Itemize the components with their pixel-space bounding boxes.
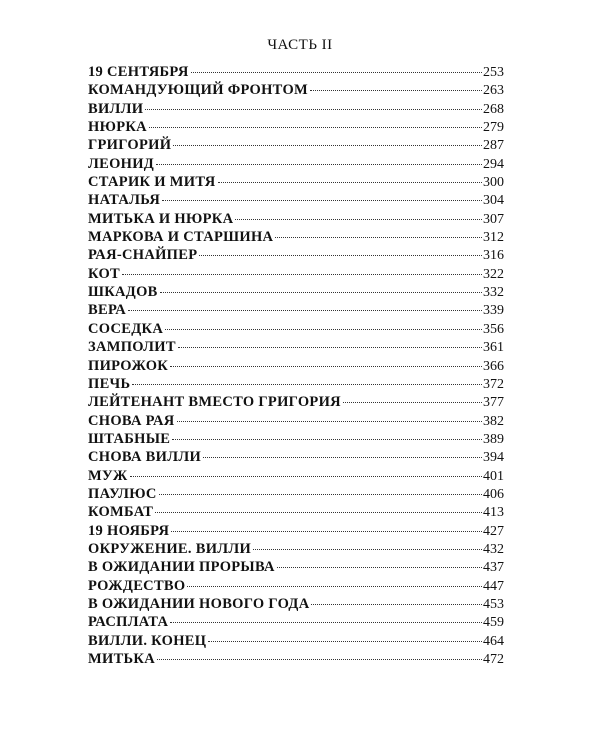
toc-entry (88, 155, 504, 173)
toc-entry-title: РОЖДЕСТВО (88, 577, 186, 594)
toc-entry-title: СНОВА РАЯ (88, 412, 175, 429)
toc-entry (88, 173, 504, 191)
toc-entry-page-number: 464 (483, 633, 504, 649)
toc-entry-title: ШТАБНЫЕ (88, 430, 171, 447)
toc-entry-title: ПИРОЖОК (88, 357, 169, 374)
dot-leader (177, 421, 482, 422)
toc-entry (88, 100, 504, 118)
dot-leader (162, 200, 482, 201)
toc-entry-page-number: 472 (483, 652, 504, 667)
toc-entry-title: ГРИГОРИЙ (88, 137, 172, 154)
toc-entry-page-number: 263 (483, 83, 504, 99)
dot-leader (235, 219, 482, 220)
toc-entry-page-number: 300 (483, 175, 504, 191)
toc-entry-page-number: 312 (483, 230, 504, 246)
toc-entry (88, 503, 504, 521)
toc-entry-page-number: 253 (483, 65, 504, 80)
toc-entry (88, 577, 504, 595)
dot-leader (165, 329, 482, 330)
toc-entry-page-number: 389 (483, 431, 504, 447)
dot-leader (149, 127, 482, 128)
dot-leader (159, 494, 482, 495)
toc-entry-page-number: 432 (483, 541, 504, 557)
toc-entry-title: ВИЛЛИ (88, 100, 144, 117)
toc-entry-title: КОТ (88, 265, 121, 282)
toc-entry-title: ШКАДОВ (88, 284, 158, 301)
toc-entry-page-number: 401 (483, 468, 504, 484)
toc-entry-page-number: 406 (483, 486, 504, 502)
toc-entry-page-number: 307 (483, 211, 504, 227)
dot-leader (128, 310, 482, 311)
toc-entry-title: РАЯ-СНАЙПЕР (88, 247, 198, 264)
toc-entry-page-number: 377 (483, 395, 504, 411)
toc-entry-page-number: 279 (483, 120, 504, 136)
toc-entry-title: МИТЬКА (88, 651, 156, 667)
toc-entry (88, 338, 504, 356)
toc-entry-title: 19 НОЯБРЯ (88, 522, 170, 539)
toc-entry-title: В ОЖИДАНИИ ПРОРЫВА (88, 559, 275, 576)
toc-entry-title: КОМБАТ (88, 504, 154, 521)
toc-entry-page-number: 372 (483, 376, 504, 392)
toc-entry-title: МИТЬКА И НЮРКА (88, 210, 234, 227)
dot-leader (145, 109, 482, 110)
dot-leader (218, 182, 482, 183)
dot-leader (187, 586, 482, 587)
toc-entry (88, 412, 504, 430)
toc-entry-title: ЗАМПОЛИТ (88, 339, 176, 356)
toc-entry (88, 357, 504, 375)
toc-entry (88, 650, 504, 668)
toc-entry-page-number: 287 (483, 138, 504, 154)
dot-leader (343, 402, 482, 403)
dot-leader (208, 641, 482, 642)
toc-entry (88, 448, 504, 466)
dot-leader (170, 366, 482, 367)
toc-entry-page-number: 322 (483, 266, 504, 282)
toc-entry (88, 467, 504, 485)
toc-entry (88, 210, 504, 228)
toc-entry-page-number: 459 (483, 615, 504, 631)
toc-entry-title: НАТАЛЬЯ (88, 192, 161, 209)
dot-leader (310, 90, 482, 91)
toc-entry-page-number: 447 (483, 578, 504, 594)
toc-entry-page-number: 339 (483, 303, 504, 319)
toc-entry-page-number: 294 (483, 156, 504, 172)
toc-entry-title: В ОЖИДАНИИ НОВОГО ГОДА (88, 595, 310, 612)
toc-entry-page-number: 268 (483, 101, 504, 117)
toc-entry-page-number: 332 (483, 285, 504, 301)
toc-entry (88, 81, 504, 99)
toc-entry (88, 393, 504, 411)
dot-leader (122, 274, 482, 275)
toc-entry (88, 118, 504, 136)
toc-entry (88, 485, 504, 503)
toc-entry-page-number: 394 (483, 450, 504, 466)
toc-entry (88, 228, 504, 246)
dot-leader (203, 457, 482, 458)
toc-entry (88, 375, 504, 393)
toc-entry (88, 522, 504, 540)
toc-entry-title: 19 СЕНТЯБРЯ (88, 64, 189, 80)
toc-entry (88, 540, 504, 558)
dot-leader (156, 164, 482, 165)
toc-entry-title: ВИЛЛИ. КОНЕЦ (88, 632, 207, 649)
dot-leader (199, 255, 482, 256)
toc-entry (88, 63, 504, 81)
dot-leader (132, 384, 482, 385)
part-heading: ЧАСТЬ II (267, 37, 333, 53)
toc-entry (88, 191, 504, 209)
dot-leader (171, 531, 482, 532)
dot-leader (191, 72, 482, 73)
dot-leader (172, 439, 482, 440)
dot-leader (173, 145, 482, 146)
toc-entry (88, 613, 504, 631)
toc-entry (88, 283, 504, 301)
dot-leader (275, 237, 482, 238)
toc-entry-title: СНОВА ВИЛЛИ (88, 449, 202, 466)
toc-entry-page-number: 356 (483, 321, 504, 337)
toc-entry-page-number: 304 (483, 193, 504, 209)
toc-entry (88, 632, 504, 650)
toc-entry (88, 430, 504, 448)
toc-entry-title: КОМАНДУЮЩИЙ ФРОНТОМ (88, 82, 309, 99)
toc-entry (88, 265, 504, 283)
dot-leader (160, 292, 482, 293)
toc-entry-page-number: 437 (483, 560, 504, 576)
toc-entry (88, 558, 504, 576)
toc-entry (88, 301, 504, 319)
dot-leader (277, 567, 482, 568)
toc-entry-page-number: 366 (483, 358, 504, 374)
toc-entry-title: ЛЕЙТЕНАНТ ВМЕСТО ГРИГОРИЯ (88, 394, 341, 411)
toc-entry (88, 246, 504, 264)
toc-entry-page-number: 453 (483, 596, 504, 612)
toc-entry-page-number: 382 (483, 413, 504, 429)
toc-entry-title: СТАРИК И МИТЯ (88, 174, 216, 191)
toc-entry-title: МУЖ (88, 467, 128, 484)
dot-leader (253, 549, 482, 550)
toc-entry-title: ВЕРА (88, 302, 127, 319)
toc-entry (88, 595, 504, 613)
toc-entry-title: СОСЕДКА (88, 320, 164, 337)
toc-entry-title: РАСПЛАТА (88, 614, 169, 631)
toc-entry (88, 320, 504, 338)
toc-entry-page-number: 413 (483, 505, 504, 521)
toc-entry-page-number: 316 (483, 248, 504, 264)
table-of-contents (88, 63, 504, 668)
toc-entry-title: МАРКОВА И СТАРШИНА (88, 229, 274, 246)
dot-leader (157, 659, 482, 660)
toc-entry-title: НЮРКА (88, 119, 147, 136)
toc-entry-title: ЛЕОНИД (88, 155, 155, 172)
toc-entry-title: ПЕЧЬ (88, 375, 131, 392)
dot-leader (130, 476, 482, 477)
toc-entry-page-number: 361 (483, 340, 504, 356)
toc-entry (88, 136, 504, 154)
dot-leader (155, 512, 482, 513)
toc-entry-page-number: 427 (483, 523, 504, 539)
toc-entry-title: ПАУЛЮС (88, 485, 157, 502)
dot-leader (178, 347, 482, 348)
dot-leader (311, 604, 482, 605)
dot-leader (170, 622, 482, 623)
toc-entry-title: ОКРУЖЕНИЕ. ВИЛЛИ (88, 540, 252, 557)
